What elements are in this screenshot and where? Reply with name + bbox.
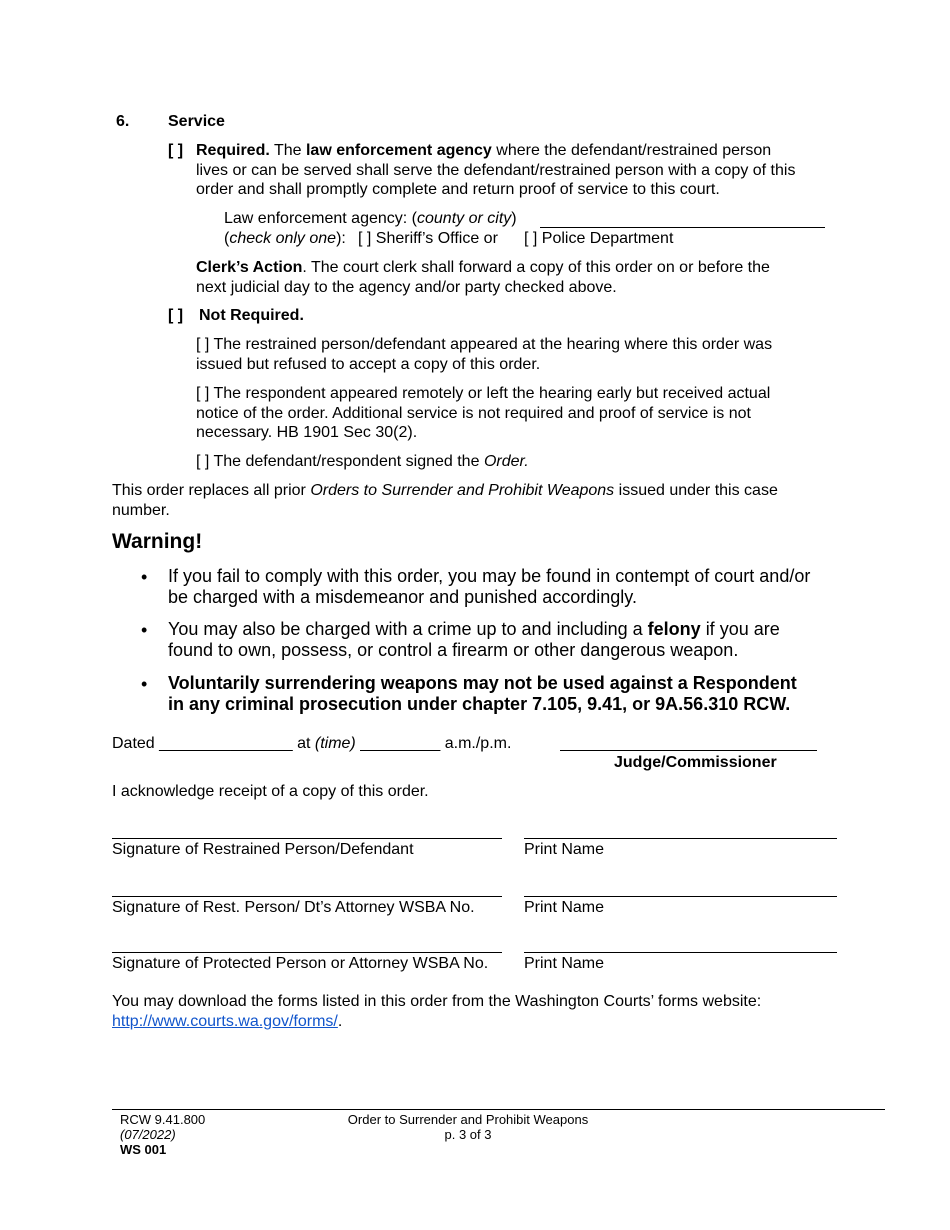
warning-bullet-3-line-1: Voluntarily surrendering weapons may not be used against a Respondent xyxy=(168,673,797,693)
warning-heading: Warning! xyxy=(112,530,203,553)
sheriff-option[interactable]: [ ] Sheriff’s Office or xyxy=(358,230,498,247)
warning-bullet-2-line-1: You may also be charged with a crime up to and including a felony if you are xyxy=(168,619,780,639)
signature-label: Signature of Restrained Person/Defendant xyxy=(112,841,414,858)
print-name-label: Print Name xyxy=(524,841,605,858)
not-required-option-2-line-2: notice of the order. Additional service is not required and proof of service is not xyxy=(196,405,751,422)
acknowledge-text: I acknowledge receipt of a copy of this order. xyxy=(112,783,429,800)
required-line-3: order and shall promptly complete and return proof of service to this court. xyxy=(196,181,720,198)
warning-bullet-1-line-1: If you fail to comply with this order, you may be found in contempt of court and/or xyxy=(168,566,811,586)
replaces-line-1: This order replaces all prior Orders to Surrender and Prohibit Weapons issued under this case xyxy=(112,482,778,499)
clerk-action-line-1: Clerk’s Action. The court clerk shall forward a copy of this order on or before the xyxy=(196,259,770,276)
warning-bullet-3-line-2: in any criminal prosecution under chapter 7.105, 9.41, or 9A.56.310 RCW. xyxy=(168,694,791,714)
agency-bold: law enforcement agency xyxy=(305,142,492,159)
section-number: 6. xyxy=(116,113,130,130)
agency-label: Law enforcement agency: (county or city) xyxy=(224,210,517,227)
judge-signature-line[interactable] xyxy=(560,750,817,751)
not-required-option-3[interactable]: [ ] The defendant/respondent signed the Order. xyxy=(196,453,529,470)
agency-input-line[interactable] xyxy=(540,227,825,228)
not-required-option-1-line-1[interactable]: [ ] The restrained person/defendant appeared at the hearing where this order was xyxy=(196,336,773,353)
police-option[interactable]: [ ] Police Department xyxy=(524,230,674,247)
footer-form-number: WS 001 xyxy=(120,1142,167,1157)
required-line-1: Required. The law enforcement agency where the defendant/restrained person xyxy=(196,142,772,159)
not-required-checkbox[interactable]: [ ] xyxy=(168,307,184,324)
print-name-label: Print Name xyxy=(524,955,605,972)
bullet-icon: • xyxy=(141,567,148,587)
signature-label: Signature of Protected Person or Attorney WSBA No. xyxy=(112,955,489,972)
footer-page: p. 3 of 3 xyxy=(444,1127,492,1142)
download-text: You may download the forms listed in this order from the Washington Courts’ forms website: xyxy=(112,993,762,1010)
footer-divider xyxy=(112,1109,885,1110)
print-name-line[interactable] xyxy=(524,838,837,839)
check-only-one-label: (check only one): xyxy=(224,230,346,247)
required-checkbox[interactable]: [ ] xyxy=(168,142,184,159)
signature-label: Signature of Rest. Person/ Dt’s Attorney WSBA No. xyxy=(112,899,475,916)
print-name-line[interactable] xyxy=(524,896,837,897)
section-title: Service xyxy=(168,113,225,130)
bullet-icon: • xyxy=(141,674,148,694)
replaces-line-2: number. xyxy=(112,502,170,519)
bullet-icon: • xyxy=(141,620,148,640)
judge-commissioner-label: Judge/Commissioner xyxy=(614,754,777,771)
not-required-option-1-line-2: issued but refused to accept a copy of this order. xyxy=(196,356,541,373)
signature-line[interactable] xyxy=(112,896,502,897)
clerk-action-line-2: next judicial day to the agency and/or party checked above. xyxy=(196,279,617,296)
print-name-line[interactable] xyxy=(524,952,837,953)
warning-bullet-2-line-2: found to own, possess, or control a firearm or other dangerous weapon. xyxy=(168,640,739,660)
required-label: Required. xyxy=(196,142,270,159)
required-line-2: lives or can be served shall serve the defendant/restrained person with a copy of this xyxy=(196,162,796,179)
signature-line[interactable] xyxy=(112,838,502,839)
print-name-label: Print Name xyxy=(524,899,605,916)
forms-website-link[interactable]: http://www.courts.wa.gov/forms/ xyxy=(112,1013,338,1030)
download-link-line: http://www.courts.wa.gov/forms/. xyxy=(112,1013,343,1030)
clerk-action-label: Clerk’s Action xyxy=(196,259,303,276)
footer-rcw: RCW 9.41.800 xyxy=(120,1112,206,1127)
not-required-option-2-line-1[interactable]: [ ] The respondent appeared remotely or left the hearing early but received actual xyxy=(196,385,771,402)
footer-title: Order to Surrender and Prohibit Weapons xyxy=(347,1112,589,1127)
signature-line[interactable] xyxy=(112,952,502,953)
footer-date: (07/2022) xyxy=(120,1127,176,1142)
dated-line[interactable]: Dated _______________ at (time) _________ a.m./p.m. xyxy=(112,735,512,752)
not-required-option-2-line-3: necessary. HB 1901 Sec 30(2). xyxy=(196,424,418,441)
not-required-label: Not Required. xyxy=(199,307,304,324)
warning-bullet-1-line-2: be charged with a misdemeanor and punished accordingly. xyxy=(168,587,637,607)
